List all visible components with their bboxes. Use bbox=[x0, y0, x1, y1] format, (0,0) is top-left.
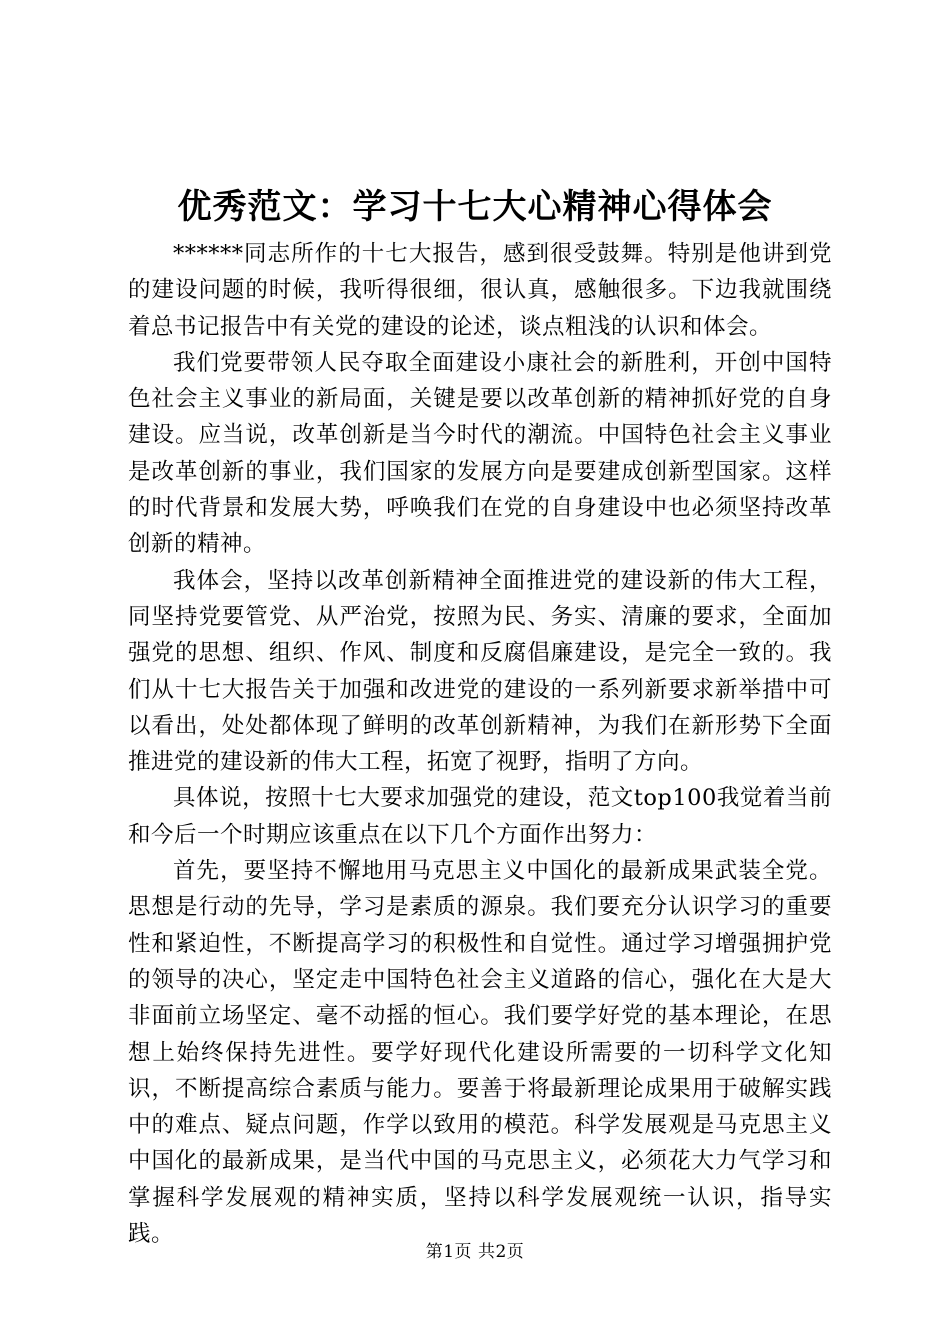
paragraph-3: 我体会，坚持以改革创新精神全面推进党的建设新的伟大工程，同坚持党要管党、从严治党，按照为民、务实、清廉的要求，全面加强党的思想、组织、作风、制度和反腐倡廉建设，是完全一致的。我们从十七大报告关于加强和改进党的建设的一系列新要求新举措中可以看出，处处都体现了鲜明的改革创新精神，为我们在新形势下全面推进党的建设新的伟大工程，拓宽了视野，指明了方向。 bbox=[128, 567, 832, 776]
paragraph-1: ******同志所作的十七大报告，感到很受鼓舞。特别是他讲到党的建设问题的时候，我听得很细，很认真，感触很多。下边我就围绕着总书记报告中有关党的建设的论述，谈点粗浅的认识和体会。 bbox=[128, 241, 832, 340]
paragraph-5: 首先，要坚持不懈地用马克思主义中国化的最新成果武装全党。思想是行动的先导，学习是素质的源泉。我们要充分认识学习的重要性和紧迫性，不断提高学习的积极性和自觉性。通过学习增强拥护党的领导的决心，坚定走中国特色社会主义道路的信心，强化在大是大非面前立场坚定、毫不动摇的恒心。我们要学好党的基本理论，在思想上始终保持先进性。要学好现代化建设所需要的一切科学文化知识，不断提高综合素质与能力。要善于将最新理论成果用于破解实践中的难点、疑点问题，作学以致用的模范。科学发展观是马克思主义中国化的最新成果，是当代中国的马克思主义，必须花大力气学习和掌握科学发展观的精神实质，坚持以科学发展观统一认识，指导实践。 bbox=[128, 858, 832, 1248]
document-body bbox=[128, 236, 832, 1252]
paragraph-2: 我们党要带领人民夺取全面建设小康社会的新胜利，开创中国特色社会主义事业的新局面，关键是要以改革创新的精神抓好党的自身建设。应当说，改革创新是当今时代的潮流。中国特色社会主义事业是改革创新的事业，我们国家的发展方向是要建成创新型国家。这样的时代背景和发展大势，呼唤我们在党的自身建设中也必须坚持改革创新的精神。 bbox=[128, 349, 832, 558]
document-title: 优秀范文：学习十七大心精神心得体会 bbox=[177, 187, 773, 227]
paragraph-4: 具体说，按照十七大要求加强党的建设，范文top100我觉着当前和今后一个时期应该重点在以下几个方面作出努力： bbox=[128, 785, 832, 848]
page-footer: 第1页 共2页 bbox=[425, 1242, 525, 1262]
